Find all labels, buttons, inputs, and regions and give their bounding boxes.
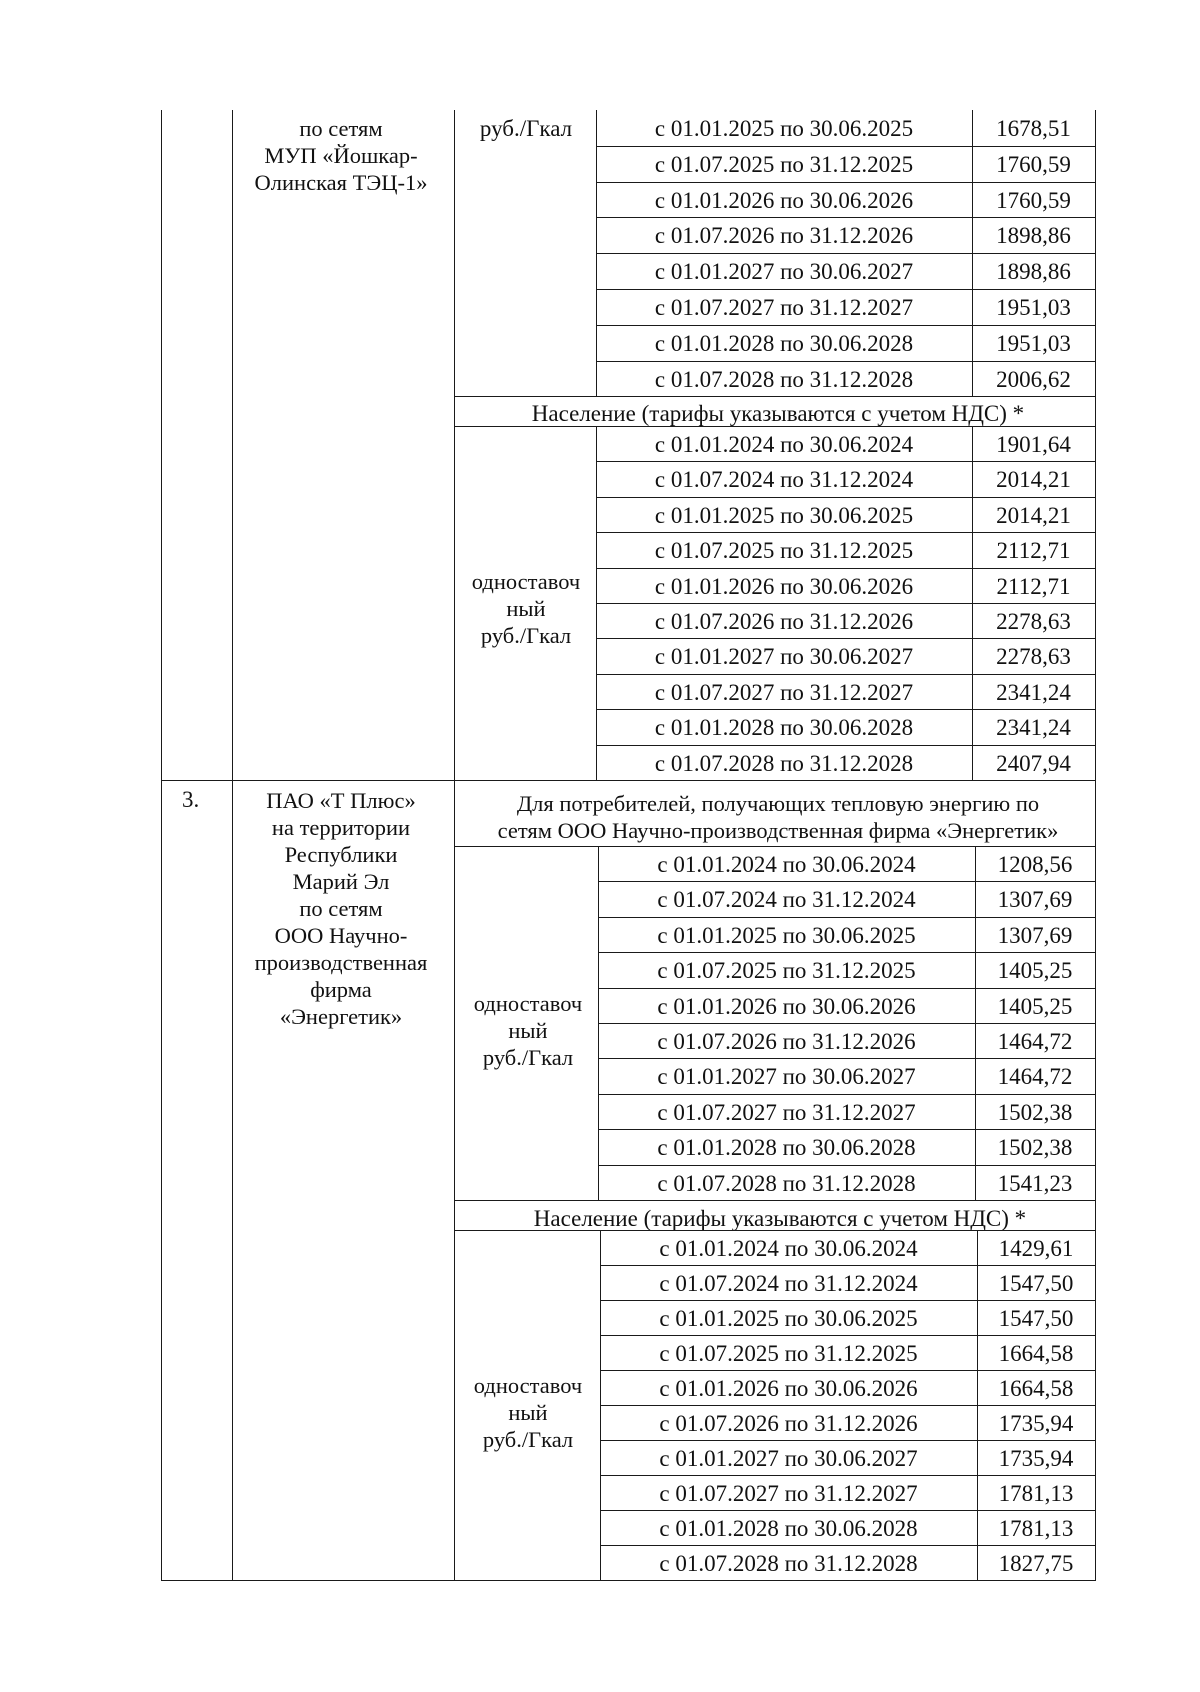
row-divider bbox=[596, 709, 1095, 710]
population-row-value: 2407,94 bbox=[996, 750, 1071, 776]
population-row-period: с 01.01.2027 по 30.06.2027 bbox=[654, 644, 914, 670]
row-divider bbox=[596, 146, 1095, 147]
tariff-row-value: 1951,03 bbox=[996, 295, 1071, 320]
tariff-row-value: 1502,38 bbox=[997, 1135, 1073, 1161]
population-row-period: с 01.01.2024 по 30.06.2024 bbox=[659, 1236, 918, 1261]
org-cell-continued: по сетям МУП «Йошкар- Олинская ТЭЦ-1» bbox=[254, 116, 428, 195]
tariff-row-period: с 01.07.2028 по 31.12.2028 bbox=[654, 366, 914, 392]
tariff-row-value: 1678,51 bbox=[996, 116, 1071, 141]
population-row-period: с 01.07.2025 по 31.12.2025 bbox=[654, 538, 914, 564]
tariff-row-period: с 01.01.2025 по 30.06.2025 bbox=[654, 116, 914, 141]
population-header-entry-3: Население (тарифы указываются с учетом НДС) * bbox=[533, 1206, 1027, 1231]
tariff-row-period: с 01.07.2026 по 31.12.2026 bbox=[654, 223, 914, 249]
population-row-period: с 01.01.2026 по 30.06.2026 bbox=[659, 1376, 918, 1401]
tariff-row-value: 1208,56 bbox=[997, 852, 1073, 877]
population-row-value: 1827,75 bbox=[998, 1551, 1074, 1576]
population-row-period: с 01.07.2028 по 31.12.2028 bbox=[659, 1551, 918, 1576]
population-row-value: 1781,13 bbox=[998, 1481, 1074, 1506]
row-divider bbox=[600, 1370, 1095, 1371]
rule-population-bottom bbox=[454, 426, 1096, 427]
population-row-value: 1547,50 bbox=[998, 1306, 1074, 1331]
population-row-value: 1735,94 bbox=[998, 1411, 1074, 1436]
population-row-value: 1547,50 bbox=[998, 1271, 1074, 1296]
tariff-row-value: 1307,69 bbox=[997, 887, 1073, 913]
tariff-row-period: с 01.07.2025 по 31.12.2025 bbox=[654, 151, 914, 177]
tariff-row-period: с 01.01.2028 по 30.06.2028 bbox=[654, 330, 914, 356]
tariff-row-value: 1898,86 bbox=[996, 223, 1071, 249]
row-divider bbox=[598, 1094, 1095, 1095]
row-divider bbox=[596, 674, 1095, 675]
population-row-period: с 01.01.2027 по 30.06.2027 bbox=[659, 1446, 918, 1471]
population-row-value: 2341,24 bbox=[996, 715, 1071, 741]
population-row-period: с 01.07.2026 по 31.12.2026 bbox=[654, 609, 914, 634]
population-unit-entry-3: одноставоч ный руб./Гкал bbox=[473, 1373, 583, 1452]
tariff-row-value: 1464,72 bbox=[997, 1029, 1073, 1054]
tariff-row-period: с 01.01.2026 по 30.06.2026 bbox=[657, 993, 916, 1019]
tariff-row-value: 1898,86 bbox=[996, 259, 1071, 285]
row-divider bbox=[596, 325, 1095, 326]
tariff-row-value: 1951,03 bbox=[996, 330, 1071, 356]
tariff-row-period: с 01.01.2026 по 30.06.2026 bbox=[654, 187, 914, 213]
row-divider bbox=[600, 1510, 1095, 1511]
row-divider bbox=[598, 1058, 1095, 1059]
consumers-header-entry-3: Для потребителей, получающих тепловую энергию по сетям ООО Научно-производственная фирма «Энергетик» bbox=[497, 791, 1059, 843]
row-divider bbox=[596, 568, 1095, 569]
population-row-value: 2014,21 bbox=[996, 467, 1071, 493]
tariff-row-value: 1307,69 bbox=[997, 922, 1073, 948]
row-divider bbox=[600, 1440, 1095, 1441]
population-row-value: 1664,58 bbox=[998, 1376, 1074, 1401]
tariff-row-value: 1760,59 bbox=[996, 151, 1071, 177]
row-divider bbox=[598, 1165, 1095, 1166]
org-cell-entry-3: ПАО «Т Плюс» на территории Республики Марий Эл по сетям ООО Научно- производственная фирма «Энергетик» bbox=[254, 788, 428, 1029]
table-border-bottom bbox=[161, 1580, 1096, 1581]
tariff-row-value: 1502,38 bbox=[997, 1099, 1073, 1125]
rule-population-top bbox=[454, 396, 1096, 397]
population-row-period: с 01.07.2025 по 31.12.2025 bbox=[659, 1341, 918, 1366]
unit-cell-entry-3: одноставоч ный руб./Гкал bbox=[473, 991, 583, 1070]
entry-number: 3. bbox=[182, 787, 200, 812]
tariff-row-value: 1405,25 bbox=[997, 993, 1073, 1019]
population-row-period: с 01.07.2028 по 31.12.2028 bbox=[654, 750, 914, 776]
rule-population-3-top bbox=[454, 1200, 1096, 1201]
population-row-value: 1901,64 bbox=[996, 432, 1071, 457]
row-divider bbox=[596, 182, 1095, 183]
population-row-period: с 01.01.2024 по 30.06.2024 bbox=[654, 432, 914, 457]
row-divider bbox=[598, 881, 1095, 882]
tariff-row-value: 1541,23 bbox=[997, 1170, 1073, 1196]
column-divider-number bbox=[232, 110, 233, 1580]
tariff-row-value: 1405,25 bbox=[997, 958, 1073, 984]
population-row-period: с 01.01.2025 по 30.06.2025 bbox=[654, 502, 914, 528]
population-row-value: 2278,63 bbox=[996, 609, 1071, 634]
row-divider bbox=[596, 253, 1095, 254]
population-row-period: с 01.01.2028 по 30.06.2028 bbox=[659, 1516, 918, 1541]
row-divider bbox=[596, 497, 1095, 498]
population-row-period: с 01.07.2027 по 31.12.2027 bbox=[659, 1481, 918, 1506]
tariff-row-period: с 01.07.2027 по 31.12.2027 bbox=[657, 1099, 916, 1125]
population-row-period: с 01.01.2028 по 30.06.2028 bbox=[654, 715, 914, 741]
row-divider bbox=[600, 1265, 1095, 1266]
table-border-right bbox=[1095, 110, 1096, 1580]
row-divider bbox=[598, 1129, 1095, 1130]
tariff-row-period: с 01.07.2024 по 31.12.2024 bbox=[657, 887, 916, 913]
tariff-row-period: с 01.01.2024 по 30.06.2024 bbox=[657, 852, 916, 877]
row-divider bbox=[598, 1023, 1095, 1024]
row-divider bbox=[598, 952, 1095, 953]
unit-cell-continued: руб./Гкал bbox=[479, 116, 573, 141]
population-unit-continued: одноставоч ный руб./Гкал bbox=[471, 569, 581, 648]
row-divider bbox=[600, 1405, 1095, 1406]
tariff-row-period: с 01.01.2027 по 30.06.2027 bbox=[657, 1064, 916, 1090]
population-row-value: 1781,13 bbox=[998, 1516, 1074, 1541]
table-border-left bbox=[161, 110, 162, 1580]
tariff-row-period: с 01.07.2027 по 31.12.2027 bbox=[654, 295, 914, 320]
row-divider bbox=[596, 289, 1095, 290]
tariff-row-value: 2006,62 bbox=[996, 366, 1071, 392]
population-row-value: 1429,61 bbox=[998, 1236, 1074, 1261]
row-divider bbox=[596, 638, 1095, 639]
population-row-period: с 01.07.2024 по 31.12.2024 bbox=[654, 467, 914, 493]
tariff-row-period: с 01.07.2028 по 31.12.2028 bbox=[657, 1170, 916, 1196]
population-row-value: 2014,21 bbox=[996, 502, 1071, 528]
row-divider bbox=[596, 603, 1095, 604]
column-divider-org bbox=[454, 110, 455, 1580]
row-divider bbox=[600, 1300, 1095, 1301]
tariff-row-period: с 01.01.2025 по 30.06.2025 bbox=[657, 922, 916, 948]
population-row-period: с 01.07.2027 по 31.12.2027 bbox=[654, 679, 914, 705]
row-divider bbox=[596, 217, 1095, 218]
row-divider bbox=[596, 461, 1095, 462]
population-row-period: с 01.01.2026 по 30.06.2026 bbox=[654, 573, 914, 599]
population-row-period: с 01.07.2026 по 31.12.2026 bbox=[659, 1411, 918, 1436]
tariff-row-period: с 01.01.2027 по 30.06.2027 bbox=[654, 259, 914, 285]
tariff-row-period: с 01.07.2025 по 31.12.2025 bbox=[657, 958, 916, 984]
population-row-value: 2112,71 bbox=[996, 573, 1071, 599]
rule-entry-3-top bbox=[161, 780, 1096, 781]
tariff-row-value: 1464,72 bbox=[997, 1064, 1073, 1090]
rule-population-3-bottom bbox=[454, 1230, 1096, 1231]
population-row-value: 1735,94 bbox=[998, 1446, 1074, 1471]
row-divider bbox=[598, 988, 1095, 989]
population-row-value: 2341,24 bbox=[996, 679, 1071, 705]
row-divider bbox=[600, 1475, 1095, 1476]
row-divider bbox=[600, 1335, 1095, 1336]
population-row-period: с 01.01.2025 по 30.06.2025 bbox=[659, 1306, 918, 1331]
rule-consumers-bottom bbox=[454, 846, 1096, 847]
row-divider bbox=[596, 745, 1095, 746]
row-divider bbox=[600, 1545, 1095, 1546]
row-divider bbox=[596, 361, 1095, 362]
population-header-continued: Население (тарифы указываются с учетом НДС) * bbox=[531, 401, 1025, 426]
population-row-period: с 01.07.2024 по 31.12.2024 bbox=[659, 1271, 918, 1296]
tariff-row-period: с 01.07.2026 по 31.12.2026 bbox=[657, 1029, 916, 1054]
population-row-value: 2278,63 bbox=[996, 644, 1071, 670]
population-row-value: 1664,58 bbox=[998, 1341, 1074, 1366]
tariff-row-period: с 01.01.2028 по 30.06.2028 bbox=[657, 1135, 916, 1161]
population-row-value: 2112,71 bbox=[996, 538, 1071, 564]
row-divider bbox=[596, 532, 1095, 533]
row-divider bbox=[598, 917, 1095, 918]
tariff-row-value: 1760,59 bbox=[996, 187, 1071, 213]
